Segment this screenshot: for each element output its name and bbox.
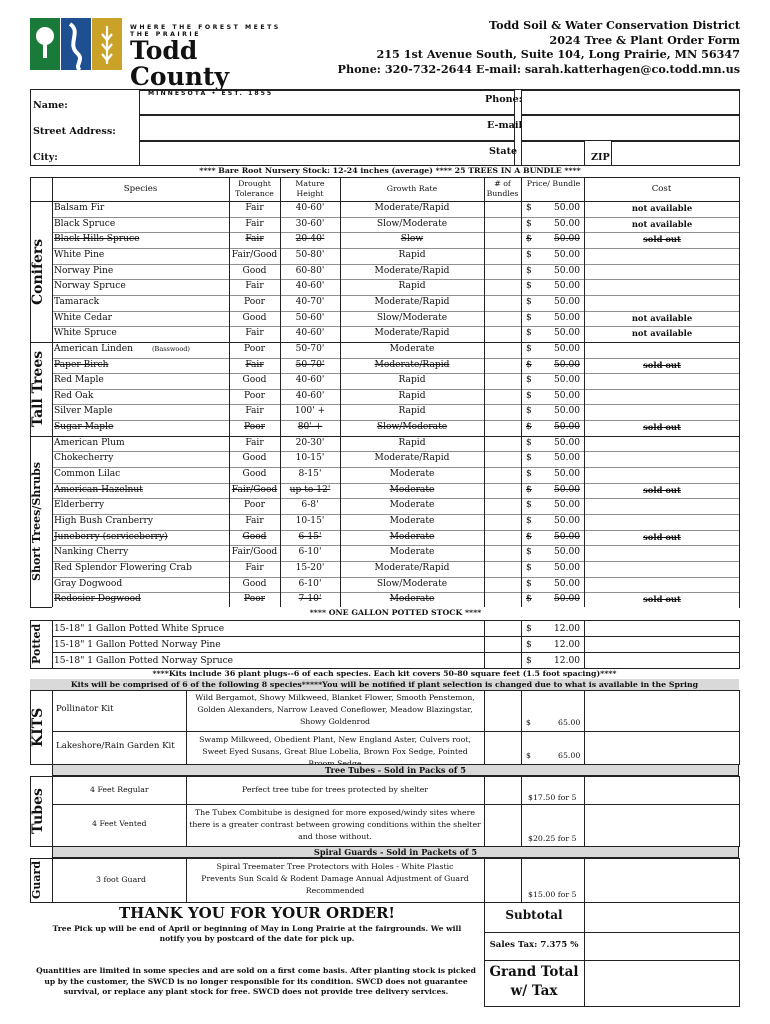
cost-status: not available	[631, 218, 693, 229]
header-bundles: # of Bundles	[486, 179, 519, 198]
price-value: 50.00	[554, 469, 581, 480]
price-value: 50.00	[554, 218, 581, 229]
section-kits-label: KITS	[30, 707, 46, 747]
species-name: Black Hills Spruce	[54, 234, 140, 245]
guard-name: 3 foot Guard	[96, 875, 146, 884]
bundles-input[interactable]	[485, 436, 521, 451]
table-row	[52, 530, 739, 546]
table-row	[52, 436, 739, 452]
table-row	[52, 420, 739, 436]
growth-rate: Moderate/Rapid	[374, 203, 450, 213]
price-value: 50.00	[554, 422, 581, 433]
drought-tolerance: Poor	[243, 390, 266, 401]
cost-status: sold out	[643, 234, 681, 245]
table-row	[52, 498, 739, 514]
species-name: High Bush Cranberry	[54, 516, 153, 526]
price-dollar: $	[526, 249, 532, 260]
species-name: Chokecherry	[54, 453, 114, 464]
drought-tolerance: Good	[242, 531, 267, 542]
species-name: Balsam Fir	[54, 203, 105, 213]
header-cost: Cost	[651, 184, 672, 194]
growth-rate: Moderate	[389, 547, 435, 558]
grand-total-field[interactable]	[586, 962, 738, 1005]
species-name: Juneberry (serviceberry)	[54, 531, 168, 542]
table-row	[52, 467, 739, 483]
bundles-input[interactable]	[485, 217, 521, 232]
bundles-input[interactable]	[485, 389, 521, 404]
section-potted-label: Potted	[30, 623, 43, 665]
drought-tolerance: Fair	[245, 328, 264, 339]
price-value: 50.00	[554, 516, 581, 526]
table-row	[52, 342, 739, 358]
kit-lakeshore-desc: Swamp Milkweed, Obedient Plant, New England Aster, Culvers root, Sweet Eyed Susans, Great Blue Lobelia, Brown Fox Sedge, Pointed	[199, 735, 471, 756]
drought-tolerance: Fair	[245, 406, 264, 417]
species-name: Black Spruce	[54, 218, 116, 229]
table-row	[52, 483, 739, 499]
bundles-input[interactable]	[485, 561, 521, 576]
potted-item: 15-18" 1 Gallon Potted Norway Spruce	[54, 656, 234, 666]
drought-tolerance: Good	[242, 312, 267, 323]
growth-rate: Slow/Moderate	[376, 218, 448, 229]
species-name: Sugar Maple	[54, 422, 114, 433]
price-dollar: $	[526, 234, 532, 245]
price-value: 50.00	[554, 265, 581, 276]
drought-tolerance: Fair	[245, 516, 264, 526]
price-value: 50.00	[554, 390, 581, 401]
logo-tagline: WHERE THE FOREST MEETS THE PRAIRIE	[130, 24, 281, 38]
header-species: Species	[123, 184, 158, 194]
drought-tolerance: Poor	[243, 296, 266, 307]
potted-row	[52, 621, 739, 637]
growth-rate: Moderate/Rapid	[374, 562, 450, 573]
thank-you: THANK YOU FOR YOUR ORDER!	[119, 904, 395, 922]
price-dollar: $	[526, 406, 532, 417]
bundles-input[interactable]	[485, 326, 521, 341]
species-name: Norway Pine	[54, 265, 114, 276]
mature-height: 7-10'	[298, 594, 322, 605]
drought-tolerance: Good	[242, 265, 267, 276]
drought-tolerance: Fair	[245, 234, 264, 245]
drought-tolerance: Fair	[245, 281, 264, 292]
price-dollar: $	[526, 640, 532, 650]
price-dollar: $	[526, 312, 532, 323]
price-value: 50.00	[554, 562, 581, 573]
bundles-input[interactable]	[485, 451, 521, 466]
header-growth: Growth Rate	[386, 184, 438, 193]
mature-height: 6-10'	[298, 547, 322, 558]
bundles-input[interactable]	[485, 358, 521, 373]
price-dollar: $	[526, 656, 532, 666]
growth-rate: Rapid	[398, 406, 426, 417]
org-name: Todd Soil & Water Conservation District	[489, 18, 740, 32]
price-value: 50.00	[554, 484, 581, 495]
drought-tolerance: Fair	[245, 359, 264, 370]
kit-pollinator-desc: Wild Bergamot, Showy Milkweed, Blanket Flower, Smooth Penstemon, Golden Alexanders, Narrow Leaved Coneflower, Meadow Blazingstar, Showy Goldenrod	[195, 693, 475, 726]
price-dollar: $	[526, 359, 532, 370]
cost-status: not available	[631, 328, 693, 339]
mature-height: 15-20'	[295, 562, 325, 573]
price-dollar: $	[526, 296, 532, 307]
price-value: 50.00	[554, 375, 581, 386]
price-value: 50.00	[554, 343, 581, 354]
species-name: White Cedar	[54, 312, 112, 323]
mature-height: 40-60'	[295, 281, 325, 292]
tube-regular-name: 4 Feet Regular	[90, 785, 149, 794]
zip-label: ZIP	[591, 152, 610, 163]
mature-height: 80' +	[297, 422, 323, 433]
price-dollar: $	[526, 390, 532, 401]
bundles-input[interactable]	[485, 514, 521, 529]
sales-tax-field[interactable]	[586, 934, 738, 959]
bundles-input[interactable]	[485, 373, 521, 388]
price-dollar: $	[526, 265, 532, 276]
drought-tolerance: Good	[242, 469, 267, 480]
bundles-input[interactable]	[485, 483, 521, 498]
bundles-input[interactable]	[485, 248, 521, 263]
price-value: 50.00	[554, 437, 581, 448]
tube-vented-desc: The Tubex Combitube is designed for more exposed/windy sites where there is a greater contrast between growing conditions within the shelter and those without.	[189, 808, 481, 841]
mature-height: 40-60'	[295, 375, 325, 386]
table-row	[52, 404, 739, 420]
mature-height: 50-70'	[295, 359, 325, 370]
bundles-input[interactable]	[485, 404, 521, 419]
email-label: E-mail	[487, 120, 523, 131]
table-row	[52, 545, 739, 561]
subtotal-field[interactable]	[586, 904, 738, 931]
growth-rate: Moderate	[389, 594, 435, 605]
cost-status: sold out	[643, 531, 681, 542]
species-name: White Pine	[54, 249, 105, 260]
drought-tolerance: Fair/Good	[231, 547, 278, 558]
growth-rate: Rapid	[398, 281, 426, 292]
table-row	[52, 577, 739, 593]
pickup-note: Tree Pick up will be end of April or beginning of May in Long Prairie at the fairgrounds. We will notify you by postcard of the date for pick up.	[52, 924, 462, 943]
potted-row	[52, 653, 739, 669]
mature-height: 8-15'	[298, 469, 322, 480]
table-row	[52, 264, 739, 280]
bundles-input[interactable]	[485, 530, 521, 545]
mature-height: 40-70'	[295, 296, 325, 307]
species-name: Red Splendor Flowering Crab	[54, 562, 192, 573]
bundles-input[interactable]	[485, 577, 521, 592]
price-value: 50.00	[554, 312, 581, 323]
growth-rate: Slow/Moderate	[376, 578, 448, 589]
species-name: Silver Maple	[54, 406, 113, 417]
table-row	[52, 295, 739, 311]
tubes-note: Tree Tubes - Sold in Packs of 5	[52, 764, 739, 776]
bundles-input[interactable]	[485, 342, 521, 357]
price-value: 50.00	[554, 281, 581, 292]
mature-height: 20-40'	[295, 234, 325, 245]
mature-height: 6-8'	[301, 500, 319, 511]
kits-note-2: Kits will be comprised of 6 of the following 8 species*****You will be notified if plant selection is changed due to what is available in the Spring	[30, 679, 739, 690]
bundles-input[interactable]	[485, 201, 521, 216]
price-dollar: $	[526, 578, 532, 589]
logo-est: MINNESOTA • EST. 1855	[148, 90, 274, 97]
header-price: Price/ Bundle	[526, 179, 581, 188]
mature-height: 10-15'	[295, 516, 325, 526]
kit-lakeshore-price: 65.00	[558, 751, 581, 760]
species-name: American Plum	[54, 437, 125, 448]
species-name: Red Maple	[54, 375, 104, 386]
bundles-input[interactable]	[485, 621, 521, 636]
mature-height: 10-15'	[295, 453, 325, 464]
bundles-input[interactable]	[485, 279, 521, 294]
table-row	[52, 358, 739, 374]
price-dollar: $	[526, 516, 532, 526]
section-tall-trees-label: Tall Trees	[30, 350, 46, 428]
growth-rate: Moderate/Rapid	[374, 453, 450, 464]
phone-label: Phone:	[485, 94, 523, 105]
table-row	[52, 514, 739, 530]
header-height: Mature Height	[295, 179, 325, 198]
org-contact: Phone: 320-732-2644 E-mail: sarah.katterhagen@co.todd.mn.us	[337, 61, 740, 76]
mature-height: 20-30'	[295, 437, 325, 448]
price-dollar: $	[526, 547, 532, 558]
name-label: Name:	[33, 100, 68, 111]
cost-status: not available	[631, 312, 693, 323]
street-label: Street Address:	[33, 126, 116, 137]
bundles-input[interactable]	[485, 637, 521, 652]
species-name: Norway Spruce	[54, 281, 126, 292]
subtotal-label: Subtotal	[505, 908, 563, 922]
price-value: 12.00	[554, 624, 581, 634]
drought-tolerance: Poor	[243, 422, 266, 433]
growth-rate: Rapid	[398, 249, 426, 260]
growth-rate: Slow/Moderate	[376, 422, 448, 433]
price-value: 50.00	[554, 578, 581, 589]
species-name: Gray Dogwood	[54, 578, 123, 589]
section-tubes-label: Tubes	[30, 788, 46, 834]
mature-height: 50-60'	[295, 312, 325, 323]
bundles-input[interactable]	[485, 311, 521, 326]
table-row	[52, 248, 739, 264]
growth-rate: Slow	[400, 234, 424, 245]
mature-height: up to 12'	[289, 484, 331, 495]
table-row	[52, 311, 739, 327]
table-row	[52, 217, 739, 233]
species-name: Tamarack	[54, 296, 100, 307]
bundles-input[interactable]	[485, 420, 521, 435]
price-value: 50.00	[554, 594, 581, 605]
species-name: Common Lilac	[54, 469, 121, 480]
price-value: 50.00	[554, 453, 581, 464]
kit-pollinator-dollar: $	[526, 718, 531, 727]
price-dollar: $	[526, 453, 532, 464]
guards-note: Spiral Guards - Sold in Packets of 5	[52, 846, 739, 858]
tube-vented-price: $20.25 for 5	[528, 834, 577, 843]
bundles-input[interactable]	[485, 592, 521, 607]
drought-tolerance: Fair	[245, 203, 264, 213]
mature-height: 40-60'	[295, 328, 325, 339]
growth-rate: Rapid	[398, 375, 426, 386]
growth-rate: Slow/Moderate	[376, 312, 448, 323]
price-dollar: $	[526, 594, 532, 605]
potted-item: 15-18" 1 Gallon Potted White Spruce	[54, 624, 225, 634]
city-label: City:	[33, 152, 58, 163]
table-row	[52, 373, 739, 389]
bundles-input[interactable]	[485, 232, 521, 247]
bundles-input[interactable]	[485, 295, 521, 310]
price-dollar: $	[526, 328, 532, 339]
mature-height: 40-60'	[295, 390, 325, 401]
drought-tolerance: Fair/Good	[231, 484, 278, 495]
price-value: 50.00	[554, 296, 581, 307]
guard-price: $15.00 for 5	[528, 890, 577, 899]
table-row	[52, 561, 739, 577]
table-row	[52, 232, 739, 248]
table-row	[52, 592, 739, 608]
growth-rate: Moderate/Rapid	[374, 296, 450, 307]
potted-note: **** ONE GALLON POTTED STOCK ****	[52, 607, 739, 620]
growth-rate: Moderate	[389, 469, 435, 480]
growth-rate: Moderate/Rapid	[374, 359, 450, 370]
price-value: 50.00	[554, 359, 581, 370]
price-dollar: $	[526, 469, 532, 480]
kit-pollinator-name: Pollinator Kit	[56, 704, 114, 714]
mature-height: 50-70'	[295, 343, 325, 354]
guard-desc: Spiral Treemater Tree Protectors with Holes - White Plastic Prevents Sun Scald & Rodent Damage Annual Adjustment of Guard Recommended	[201, 862, 469, 895]
mature-height: 6-15'	[298, 531, 322, 542]
price-dollar: $	[526, 562, 532, 573]
drought-tolerance: Poor	[243, 594, 266, 605]
price-dollar: $	[526, 281, 532, 292]
price-dollar: $	[526, 437, 532, 448]
price-dollar: $	[526, 500, 532, 511]
species-name: Red Oak	[54, 390, 94, 401]
price-value: 12.00	[554, 656, 581, 666]
logo-county-name: Todd County	[130, 36, 229, 91]
price-dollar: $	[526, 375, 532, 386]
cost-status: sold out	[643, 422, 681, 433]
tube-regular-price: $17.50 for 5	[528, 793, 577, 802]
header-drought: Drought Tolerance	[235, 179, 274, 198]
drought-tolerance: Poor	[243, 343, 266, 354]
growth-rate: Moderate/Rapid	[374, 328, 450, 339]
disclaimer: Quantities are limited in some species and are sold on a first come basis. After planting stock is picked up by the customer, the SWCD is no longer responsible for its condition. SWCD does not guarantee survival, or replace any plant stock for free. SWCD does not provide tree delivery services.	[36, 966, 476, 996]
price-dollar: $	[526, 218, 532, 229]
species-name: Redosier Dogwood	[54, 594, 141, 605]
species-name: Nanking Cherry	[54, 547, 129, 558]
cost-status: not available	[631, 203, 693, 213]
price-value: 50.00	[554, 500, 581, 511]
mature-height: 60-80'	[295, 265, 325, 276]
growth-rate: Rapid	[398, 390, 426, 401]
section-guard-label: Guard	[30, 861, 43, 900]
potted-item: 15-18" 1 Gallon Potted Norway Pine	[54, 640, 221, 650]
price-value: 50.00	[554, 234, 581, 245]
bare-root-note: **** Bare Root Nursery Stock: 12-24 inches (average) **** 25 TREES IN A BUNDLE ****	[199, 166, 581, 175]
cost-status: sold out	[643, 484, 681, 495]
potted-row	[52, 637, 739, 653]
mature-height: 40-60'	[295, 203, 325, 213]
cost-status: sold out	[643, 594, 681, 605]
drought-tolerance: Good	[242, 578, 267, 589]
price-value: 50.00	[554, 406, 581, 417]
growth-rate: Rapid	[398, 437, 426, 448]
bundles-input[interactable]	[485, 653, 521, 668]
table-row	[52, 389, 739, 405]
kit-pollinator-price: 65.00	[558, 718, 581, 727]
sales-tax-label: Sales Tax: 7.375 %	[489, 940, 579, 950]
drought-tolerance: Poor	[243, 500, 266, 511]
price-value: 50.00	[554, 249, 581, 260]
price-dollar: $	[526, 484, 532, 495]
growth-rate: Moderate	[389, 531, 435, 542]
grand-total-label: Grand Total w/ Tax	[489, 964, 579, 999]
species-note: (Basswood)	[152, 344, 190, 353]
drought-tolerance: Fair	[245, 437, 264, 448]
growth-rate: Moderate	[389, 516, 435, 526]
drought-tolerance: Good	[242, 375, 267, 386]
org-address: 215 1st Avenue South, Suite 104, Long Prairie, MN 56347	[376, 47, 740, 62]
drought-tolerance: Good	[242, 453, 267, 464]
table-row	[52, 451, 739, 467]
table-row	[52, 326, 739, 342]
species-name: Paper Birch	[54, 359, 109, 370]
tube-vented-name: 4 Feet Vented	[92, 819, 147, 828]
price-value: 50.00	[554, 531, 581, 542]
price-value: 50.00	[554, 203, 581, 213]
price-dollar: $	[526, 624, 532, 634]
state-label: State	[489, 146, 518, 157]
species-name: White Spruce	[54, 328, 117, 339]
species-name: Elderberry	[54, 500, 105, 511]
drought-tolerance: Fair	[245, 562, 264, 573]
kits-note-1: ****Kits include 36 plant plugs--6 of each species. Each kit covers 50-80 square feet (1.5 foot spacing)****	[152, 669, 617, 678]
bundles-input[interactable]	[485, 264, 521, 279]
growth-rate: Moderate	[389, 500, 435, 511]
mature-height: 6-10'	[298, 578, 322, 589]
bundles-input[interactable]	[485, 467, 521, 482]
species-name: American Hazelnut	[54, 484, 143, 495]
section-conifers-label: Conifers	[30, 238, 46, 305]
price-dollar: $	[526, 531, 532, 542]
form-title: 2024 Tree & Plant Order Form	[549, 32, 740, 47]
mature-height: 30-60'	[295, 218, 325, 229]
section-shrubs-label: Short Trees/Shrubs	[30, 462, 43, 581]
growth-rate: Moderate	[389, 484, 435, 495]
mature-height: 100' +	[294, 406, 326, 417]
species-name: American Linden	[54, 343, 133, 354]
drought-tolerance: Fair/Good	[231, 249, 278, 260]
bundles-input[interactable]	[485, 498, 521, 513]
kit-lakeshore-name: Lakeshore/Rain Garden Kit	[56, 741, 175, 751]
price-value: 50.00	[554, 328, 581, 339]
table-row	[52, 201, 739, 217]
price-dollar: $	[526, 422, 532, 433]
table-row	[52, 279, 739, 295]
tube-regular-desc: Perfect tree tube for trees protected by shelter	[241, 785, 429, 794]
price-dollar: $	[526, 203, 532, 213]
kit-lakeshore-dollar: $	[526, 751, 531, 760]
price-value: 50.00	[554, 547, 581, 558]
drought-tolerance: Fair	[245, 218, 264, 229]
growth-rate: Moderate	[389, 343, 435, 354]
bundles-input[interactable]	[485, 545, 521, 560]
price-dollar: $	[526, 343, 532, 354]
mature-height: 50-80'	[295, 249, 325, 260]
cost-status: sold out	[643, 359, 681, 370]
price-value: 12.00	[554, 640, 581, 650]
growth-rate: Moderate/Rapid	[374, 265, 450, 276]
